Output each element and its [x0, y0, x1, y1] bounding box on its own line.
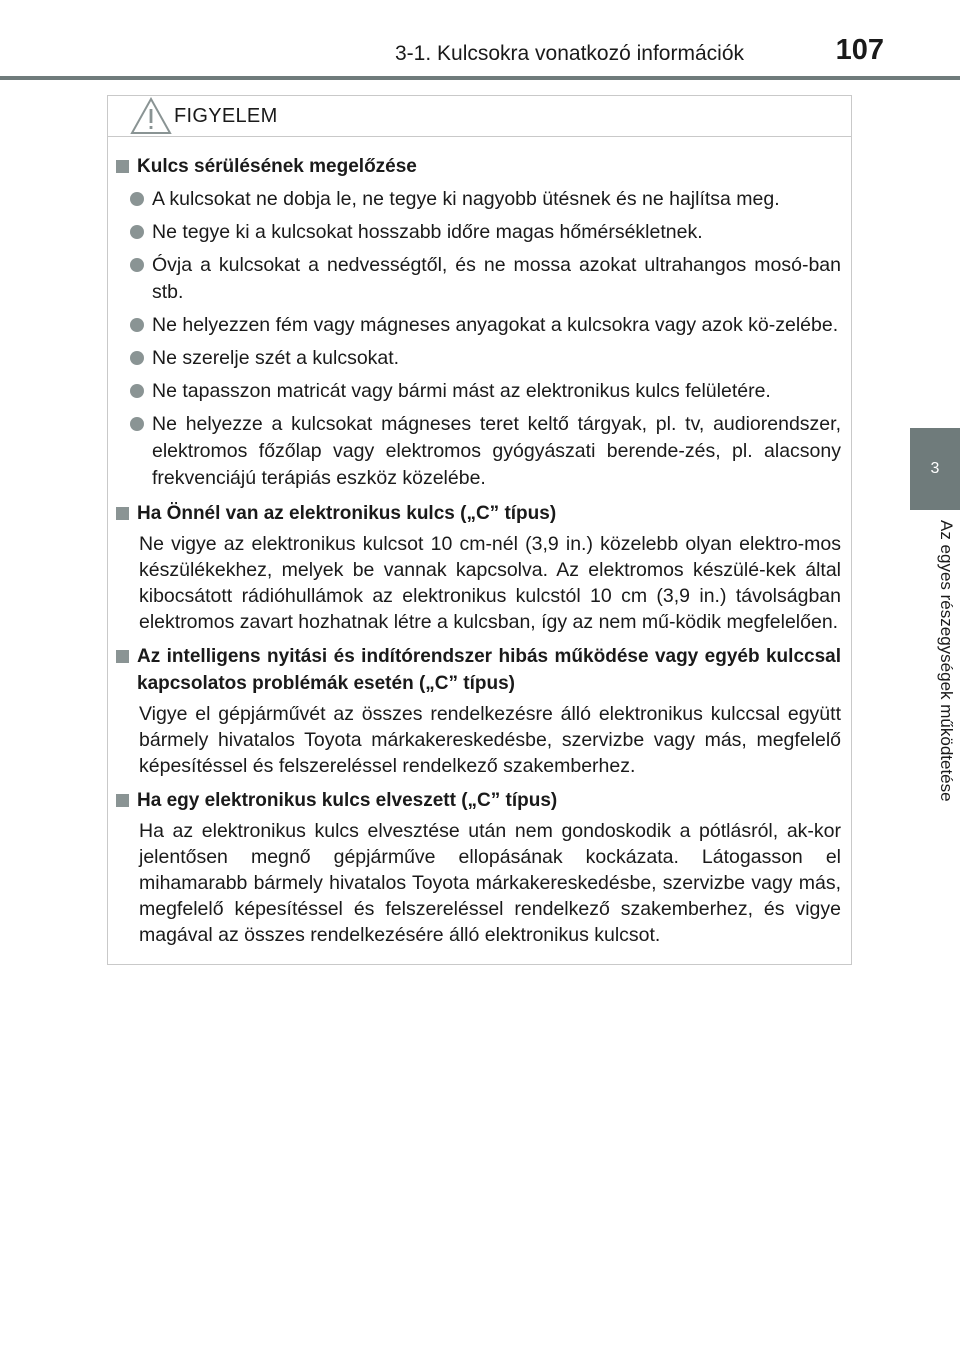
warning-header: [108, 96, 851, 137]
chapter-number: 3: [930, 460, 940, 477]
warning-label: FIGYELEM: [174, 104, 278, 127]
section-text: Vigye el gépjárművét az összes rendelkezésre álló elektronikus kulccsal együtt bármely hivatalos Toyota márkakereskedésbe, szervizbe vagy más, megfelelő képesítéssel és felszereléssel rendelkező szakemberhez.: [139, 703, 841, 777]
list-item: Ne helyezze a kulcsokat mágneses teret keltő tárgyak, pl. tv, audiorendszer, elektromos főzőlap vagy elektromos gyógyászati berende-zés, pl. alacsony frekvenciájú terápiás eszköz közelébe.: [130, 411, 841, 492]
list-item: Ne tegye ki a kulcsokat hosszabb időre magas hőmérsékletnek.: [130, 219, 841, 246]
page-number: 107: [835, 34, 884, 66]
square-bullet-icon: [116, 650, 129, 663]
circle-bullet-icon: [130, 384, 144, 398]
circle-bullet-icon: [130, 318, 144, 332]
circle-bullet-icon: [130, 192, 144, 206]
circle-bullet-icon: [130, 258, 144, 272]
section-text: Ne vigye az elektronikus kulcsot 10 cm-nél (3,9 in.) közelebb olyan elektro-mos készülékekhez, melyek be vannak kapcsolva. Az elektromos készülé-kek által kibocsátott rádióhullámok az elektronikus kulcstól 10 cm (3,9 in.) távolságban elektromos zavart hozhatnak létre a kulcsban, így az nem mű-ködik megfelelően.: [139, 533, 841, 633]
list-item: Ne helyezzen fém vagy mágneses anyagokat a kulcsokra vagy azok kö-zelébe.: [130, 312, 841, 339]
square-bullet-icon: [116, 794, 129, 807]
section-title: Ha Önnél van az elektronikus kulcs („C” típus): [116, 500, 841, 527]
list-item: A kulcsokat ne dobja le, ne tegye ki nagyobb ütésnek és ne hajlítsa meg.: [130, 186, 841, 213]
header-rule: [0, 76, 960, 80]
circle-bullet-icon: [130, 417, 144, 431]
list-item: Ne tapasszon matricát vagy bármi mást az elektronikus kulcs felületére.: [130, 378, 841, 405]
circle-bullet-icon: [130, 351, 144, 365]
warning-content: [108, 137, 851, 948]
square-bullet-icon: [116, 507, 129, 520]
section-text: Ha az elektronikus kulcs elvesztése után nem gondoskodik a pótlásról, ak-kor jelentősen megnő gépjárműve ellopásának kockázata. Látogasson el mihamarabb bármely hivatalos Toyota márkakereskedésbe, szervizbe vagy más, megfelelő képesítéssel és felszereléssel rendelkező szakemberhez, és vigye magával az összes rendelkezésére álló elektronikus kulcsot.: [139, 820, 841, 946]
section-title: Az intelligens nyitási és indítórendszer hibás működése vagy egyéb kulccsal kapcsolatos problémák esetén („C” típus): [116, 643, 841, 697]
warning-box: [107, 95, 852, 965]
chapter-tab: [910, 428, 960, 510]
list-item: Ne szerelje szét a kulcsokat.: [130, 345, 841, 372]
chapter-title-vertical: Az egyes részegységek működtetése: [937, 520, 956, 802]
section-title: Kulcs sérülésének megelőzése: [116, 153, 841, 180]
circle-bullet-icon: [130, 225, 144, 239]
warning-triangle-icon: [130, 97, 172, 135]
section-title: Ha egy elektronikus kulcs elveszett („C” típus): [116, 787, 841, 814]
running-header: 3-1. Kulcsokra vonatkozó információk: [395, 42, 744, 65]
list-item: Óvja a kulcsokat a nedvességtől, és ne mossa azokat ultrahangos mosó-ban stb.: [130, 252, 841, 306]
square-bullet-icon: [116, 160, 129, 173]
